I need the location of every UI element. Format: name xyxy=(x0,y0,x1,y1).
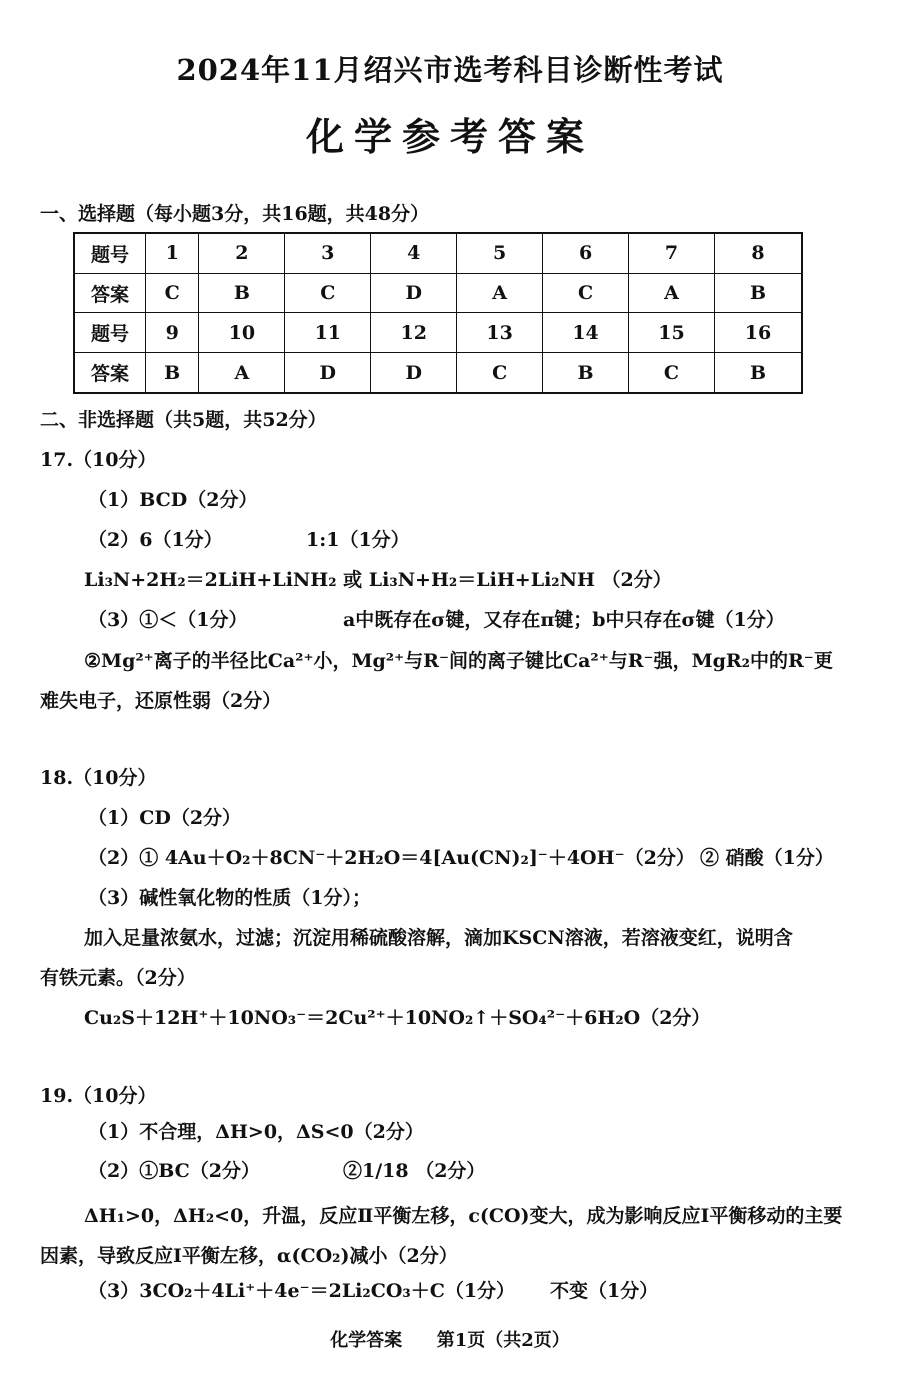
answer-cell: A xyxy=(629,273,715,313)
q18-part3b: 加入足量浓氨水，过滤；沉淀用稀硫酸溶解，滴加KSCN溶液，若溶液变红，说明含 xyxy=(84,927,793,949)
answer-cell: C xyxy=(457,353,543,393)
q19-heading: 19.（10分） xyxy=(40,1085,157,1107)
answer-cell: C xyxy=(146,273,199,313)
answer-cell: C xyxy=(285,273,371,313)
q18-heading: 18.（10分） xyxy=(40,767,157,789)
question-number-cell: 6 xyxy=(543,233,629,273)
answer-cell: D xyxy=(371,353,457,393)
q17-part3a: （3）①＜（1分） xyxy=(88,609,248,631)
answer-table-body xyxy=(74,233,802,393)
question-number-cell: 12 xyxy=(371,313,457,353)
q18-part3d: Cu₂S＋12H⁺＋10NO₃⁻＝2Cu²⁺＋10NO₂↑＋SO₄²⁻＋6H₂O（2分） xyxy=(84,1007,711,1029)
q18-part2a: （2）① 4Au＋O₂＋8CN⁻＋2H₂O＝4[Au(CN)₂]⁻＋4OH⁻（2分） xyxy=(88,847,695,869)
question-number-cell: 3 xyxy=(285,233,371,273)
answer-table xyxy=(73,232,803,394)
q17-part3d: 难失电子，还原性弱（2分） xyxy=(40,690,282,712)
q18-part2b: ② 硝酸（1分） xyxy=(700,847,834,869)
row-label-question: 题号 xyxy=(74,313,146,353)
q19-part3b: 不变（1分） xyxy=(550,1280,659,1302)
q18-part1: （1）CD（2分） xyxy=(88,807,242,829)
answer-subtitle: 化学参考答案 xyxy=(305,114,594,159)
answer-cell: B xyxy=(543,353,629,393)
q19-part1: （1）不合理，ΔH>0，ΔS<0（2分） xyxy=(88,1121,424,1143)
answer-cell: C xyxy=(543,273,629,313)
answer-cell: A xyxy=(457,273,543,313)
section2-heading: 二、非选择题（共5题，共52分） xyxy=(40,409,327,431)
q17-heading: 17.（10分） xyxy=(40,449,157,471)
answer-cell: B xyxy=(199,273,285,313)
q19-part2b: ②1/18 （2分） xyxy=(343,1160,486,1182)
question-number-row xyxy=(74,233,802,273)
question-number-cell: 4 xyxy=(371,233,457,273)
answer-row xyxy=(74,273,802,313)
answer-row xyxy=(74,353,802,393)
question-number-cell: 5 xyxy=(457,233,543,273)
question-number-cell: 11 xyxy=(285,313,371,353)
row-label-answer: 答案 xyxy=(74,273,146,313)
question-number-cell: 16 xyxy=(714,313,802,353)
question-number-cell: 2 xyxy=(199,233,285,273)
footer-label: 化学答案 xyxy=(330,1330,403,1351)
answer-cell: C xyxy=(629,353,715,393)
q18-part3a: （3）碱性氧化物的性质（1分）； xyxy=(88,887,371,909)
section1-heading: 一、选择题（每小题3分，共16题，共48分） xyxy=(40,203,430,225)
exam-title: 2024年11月绍兴市选考科目诊断性考试 xyxy=(176,53,724,87)
q17-part2a: （2）6（1分） xyxy=(88,529,223,551)
answer-cell: D xyxy=(371,273,457,313)
answer-cell: A xyxy=(199,353,285,393)
answer-cell: B xyxy=(146,353,199,393)
answer-cell: B xyxy=(714,273,802,313)
footer-page-number: 第1页（共2页） xyxy=(436,1330,570,1351)
page-footer xyxy=(0,1326,900,1352)
question-number-cell: 13 xyxy=(457,313,543,353)
answer-cell: B xyxy=(714,353,802,393)
q19-part2c: ΔH₁>0，ΔH₂<0，升温，反应Ⅱ平衡左移，c(CO)变大，成为影响反应Ⅰ平衡移动的主要 xyxy=(84,1205,843,1227)
question-number-cell: 1 xyxy=(146,233,199,273)
question-number-cell: 9 xyxy=(146,313,199,353)
question-number-cell: 8 xyxy=(714,233,802,273)
q17-part3b: a中既存在σ键，又存在π键；b中只存在σ键（1分） xyxy=(343,609,785,631)
question-number-cell: 14 xyxy=(543,313,629,353)
q17-part1: （1）BCD（2分） xyxy=(88,489,258,511)
question-number-cell: 10 xyxy=(199,313,285,353)
answer-cell: D xyxy=(285,353,371,393)
row-label-question: 题号 xyxy=(74,233,146,273)
q19-part2d: 因素，导致反应Ⅰ平衡左移，α(CO₂)减小（2分） xyxy=(40,1245,458,1267)
question-number-row xyxy=(74,313,802,353)
row-label-answer: 答案 xyxy=(74,353,146,393)
q17-part2b: 1:1（1分） xyxy=(306,529,410,551)
question-number-cell: 15 xyxy=(629,313,715,353)
q19-part2a: （2）①BC（2分） xyxy=(88,1160,260,1182)
q19-part3a: （3）3CO₂＋4Li⁺＋4e⁻＝2Li₂CO₃＋C（1分） xyxy=(88,1280,516,1302)
question-number-cell: 7 xyxy=(629,233,715,273)
q18-part3c: 有铁元素。（2分） xyxy=(40,967,196,989)
q17-part3c: ②Mg²⁺离子的半径比Ca²⁺小，Mg²⁺与R⁻间的离子键比Ca²⁺与R⁻强，MgR₂中的R⁻更 xyxy=(84,650,833,672)
q17-part2-equation: Li₃N+2H₂＝2LiH+LiNH₂ 或 Li₃N+H₂＝LiH+Li₂NH （2分） xyxy=(84,569,672,591)
